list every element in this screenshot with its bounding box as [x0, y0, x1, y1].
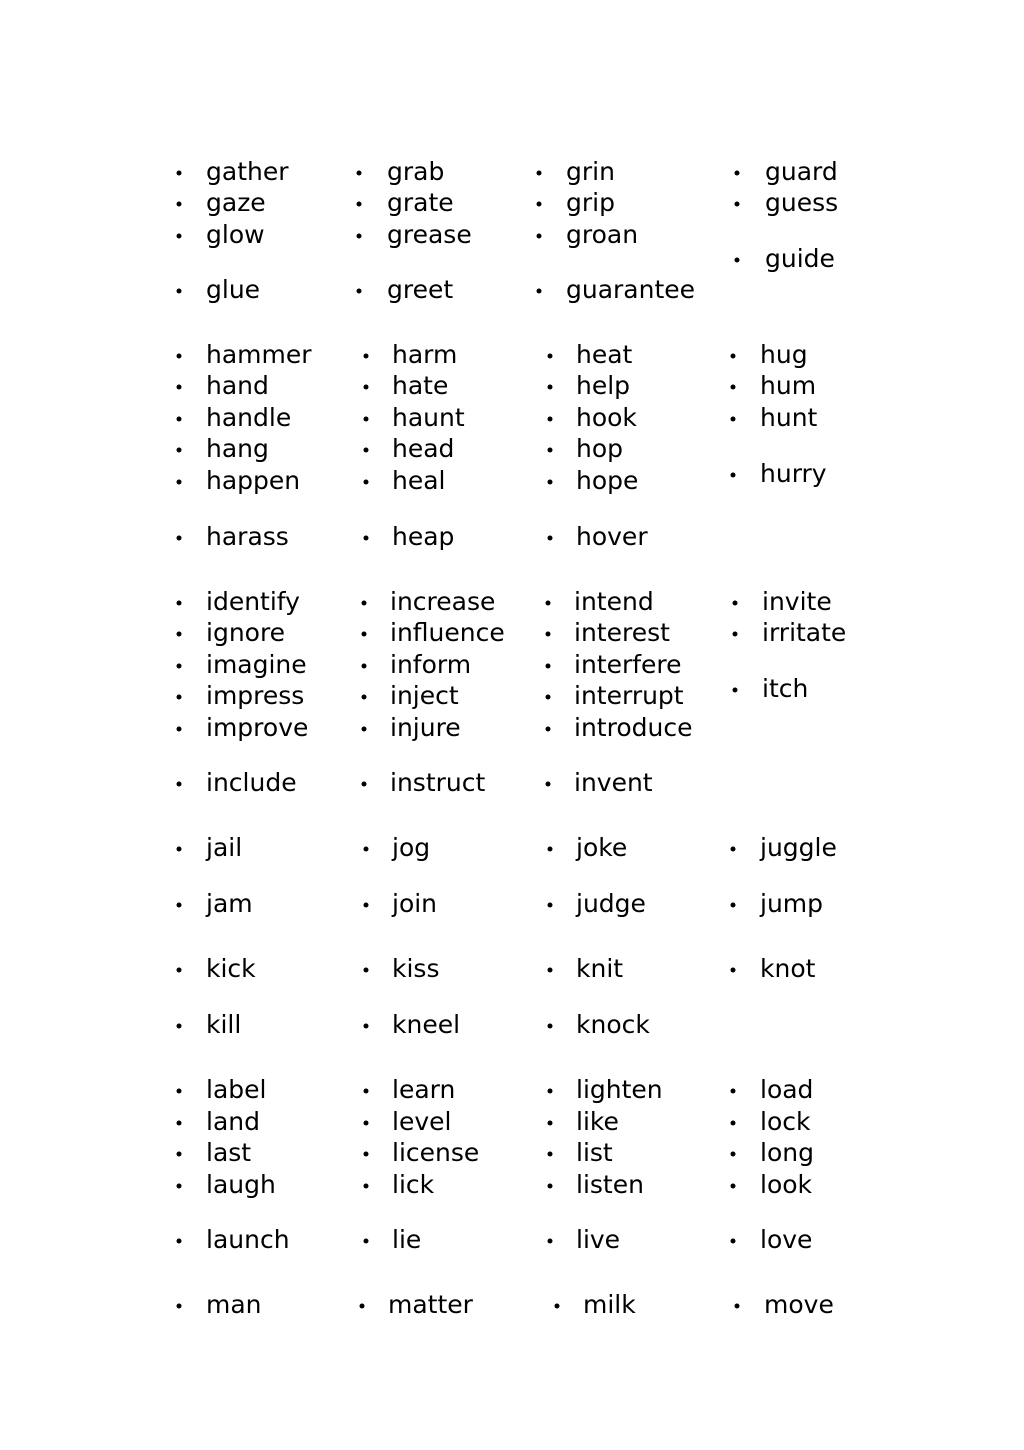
word-list-item: grin	[566, 157, 615, 186]
word-list-item: guess	[765, 188, 839, 217]
bullet-icon	[177, 968, 182, 973]
word-list-item: hunt	[760, 403, 818, 432]
bullet-icon	[364, 1089, 369, 1094]
word-list-item: jog	[392, 833, 431, 862]
bullet-icon	[731, 1184, 736, 1189]
word-list-item: jump	[760, 889, 824, 918]
bullet-icon	[364, 480, 369, 485]
bullet-icon	[362, 782, 367, 787]
word-list-item: instruct	[390, 768, 486, 797]
word-list-item: long	[760, 1138, 814, 1167]
bullet-icon	[177, 1089, 182, 1094]
word-list-item: hurry	[760, 459, 827, 488]
bullet-icon	[548, 536, 553, 541]
word-list-item: glow	[206, 220, 265, 249]
bullet-icon	[364, 1121, 369, 1126]
word-list-item: lie	[392, 1225, 422, 1254]
word-list-item: happen	[206, 466, 301, 495]
word-list-item: increase	[390, 587, 496, 616]
bullet-icon	[548, 847, 553, 852]
bullet-icon	[362, 632, 367, 637]
bullet-icon	[364, 1239, 369, 1244]
word-list-item: hop	[576, 434, 624, 463]
bullet-icon	[537, 234, 542, 239]
word-list-item: glue	[206, 275, 261, 304]
word-list-item: load	[760, 1075, 814, 1104]
word-list-item: lick	[392, 1170, 435, 1199]
bullet-icon	[364, 536, 369, 541]
bullet-icon	[546, 695, 551, 700]
bullet-icon	[177, 782, 182, 787]
bullet-icon	[548, 1152, 553, 1157]
bullet-icon	[548, 1024, 553, 1029]
bullet-icon	[548, 448, 553, 453]
word-list-item: matter	[388, 1290, 473, 1319]
bullet-icon	[733, 688, 738, 693]
word-list-item: heat	[576, 340, 633, 369]
bullet-icon	[731, 385, 736, 390]
word-list-item: harm	[392, 340, 458, 369]
word-list-item: man	[206, 1290, 262, 1319]
bullet-icon	[731, 1152, 736, 1157]
bullet-icon	[177, 234, 182, 239]
word-list-item: interrupt	[574, 681, 684, 710]
word-list-item: look	[760, 1170, 813, 1199]
word-list-item: interfere	[574, 650, 682, 679]
word-list-item: hate	[392, 371, 449, 400]
word-list-item: knot	[760, 954, 816, 983]
word-list-item: guide	[765, 244, 835, 273]
bullet-icon	[735, 171, 740, 176]
word-list-item: guard	[765, 157, 838, 186]
bullet-icon	[548, 417, 553, 422]
word-list-item: itch	[762, 674, 809, 703]
word-list-item: gather	[206, 157, 289, 186]
bullet-icon	[735, 202, 740, 207]
word-list-item: grease	[387, 220, 472, 249]
bullet-icon	[548, 903, 553, 908]
word-list-item: grate	[387, 188, 454, 217]
word-list-item: kneel	[392, 1010, 461, 1039]
word-list-item: milk	[583, 1290, 636, 1319]
bullet-icon	[548, 1184, 553, 1189]
bullet-icon	[735, 258, 740, 263]
bullet-icon	[546, 601, 551, 606]
bullet-icon	[733, 632, 738, 637]
word-list-item: move	[764, 1290, 834, 1319]
word-list-item: juggle	[760, 833, 837, 862]
word-list-item: hammer	[206, 340, 312, 369]
bullet-icon	[177, 536, 182, 541]
bullet-icon	[364, 847, 369, 852]
bullet-icon	[731, 903, 736, 908]
word-list-item: ignore	[206, 618, 286, 647]
bullet-icon	[177, 903, 182, 908]
bullet-icon	[364, 968, 369, 973]
word-list-item: launch	[206, 1225, 290, 1254]
bullet-icon	[546, 664, 551, 669]
word-list-item: hug	[760, 340, 808, 369]
bullet-icon	[537, 171, 542, 176]
word-list-item: last	[206, 1138, 252, 1167]
word-list-item: identify	[206, 587, 300, 616]
word-list-item: lock	[760, 1107, 811, 1136]
word-list-item: intend	[574, 587, 654, 616]
bullet-icon	[177, 695, 182, 700]
word-list-item: hover	[576, 522, 648, 551]
word-list-item: hand	[206, 371, 269, 400]
bullet-icon	[364, 1024, 369, 1029]
word-list-item: listen	[576, 1170, 644, 1199]
word-list-item: grip	[566, 188, 615, 217]
word-list-item: hang	[206, 434, 269, 463]
word-list-item: irritate	[762, 618, 847, 647]
bullet-icon	[731, 1121, 736, 1126]
word-list-item: joke	[576, 833, 628, 862]
word-list-item: influence	[390, 618, 505, 647]
bullet-icon	[364, 1152, 369, 1157]
word-list-item: judge	[576, 889, 646, 918]
bullet-icon	[177, 664, 182, 669]
word-list-item: kill	[206, 1010, 242, 1039]
bullet-icon	[177, 847, 182, 852]
bullet-icon	[546, 727, 551, 732]
bullet-icon	[548, 480, 553, 485]
word-list-item: help	[576, 371, 631, 400]
bullet-icon	[357, 171, 362, 176]
word-list-item: hope	[576, 466, 639, 495]
word-list-item: knock	[576, 1010, 650, 1039]
bullet-icon	[362, 695, 367, 700]
bullet-icon	[177, 1024, 182, 1029]
word-list-item: hum	[760, 371, 817, 400]
word-list-item: gaze	[206, 188, 266, 217]
bullet-icon	[555, 1304, 560, 1309]
bullet-icon	[364, 417, 369, 422]
word-list-item: include	[206, 768, 297, 797]
bullet-icon	[357, 202, 362, 207]
word-list-item: jail	[206, 833, 243, 862]
word-list-item: handle	[206, 403, 292, 432]
word-list-item: harass	[206, 522, 289, 551]
word-list-item: love	[760, 1225, 813, 1254]
bullet-icon	[177, 480, 182, 485]
word-list-item: live	[576, 1225, 621, 1254]
word-list-item: interest	[574, 618, 670, 647]
bullet-icon	[357, 234, 362, 239]
word-list-item: inform	[390, 650, 472, 679]
word-list-item: laugh	[206, 1170, 276, 1199]
bullet-icon	[546, 632, 551, 637]
bullet-icon	[731, 847, 736, 852]
bullet-icon	[548, 354, 553, 359]
word-list-item: learn	[392, 1075, 456, 1104]
bullet-icon	[731, 417, 736, 422]
bullet-icon	[546, 782, 551, 787]
word-list-item: lighten	[576, 1075, 663, 1104]
word-list-item: hook	[576, 403, 637, 432]
word-list-item: land	[206, 1107, 260, 1136]
word-list-item: label	[206, 1075, 267, 1104]
bullet-icon	[360, 1304, 365, 1309]
bullet-icon	[177, 1239, 182, 1244]
bullet-icon	[364, 354, 369, 359]
bullet-icon	[177, 632, 182, 637]
bullet-icon	[177, 1152, 182, 1157]
word-list-item: kick	[206, 954, 256, 983]
word-list-item: improve	[206, 713, 309, 742]
bullet-icon	[364, 385, 369, 390]
bullet-icon	[177, 354, 182, 359]
word-list-item: impress	[206, 681, 305, 710]
word-list-item: haunt	[392, 403, 465, 432]
word-list-item: jam	[206, 889, 253, 918]
bullet-icon	[548, 385, 553, 390]
bullet-icon	[177, 202, 182, 207]
word-list-item: kiss	[392, 954, 440, 983]
word-list-item: inject	[390, 681, 459, 710]
bullet-icon	[731, 473, 736, 478]
bullet-icon	[177, 727, 182, 732]
word-list-item: join	[392, 889, 438, 918]
bullet-icon	[362, 664, 367, 669]
word-list-item: grab	[387, 157, 445, 186]
bullet-icon	[362, 601, 367, 606]
bullet-icon	[548, 1239, 553, 1244]
bullet-icon	[731, 968, 736, 973]
word-list-item: introduce	[574, 713, 693, 742]
word-list-item: like	[576, 1107, 619, 1136]
word-list-item: knit	[576, 954, 624, 983]
bullet-icon	[177, 448, 182, 453]
bullet-icon	[537, 202, 542, 207]
word-list-item: greet	[387, 275, 454, 304]
bullet-icon	[177, 171, 182, 176]
word-list-item: heal	[392, 466, 446, 495]
bullet-icon	[177, 1121, 182, 1126]
bullet-icon	[357, 289, 362, 294]
word-list-item: head	[392, 434, 455, 463]
bullet-icon	[177, 601, 182, 606]
word-list-item: imagine	[206, 650, 307, 679]
bullet-icon	[177, 385, 182, 390]
bullet-icon	[731, 1239, 736, 1244]
bullet-icon	[177, 417, 182, 422]
bullet-icon	[177, 1184, 182, 1189]
bullet-icon	[731, 1089, 736, 1094]
bullet-icon	[364, 1184, 369, 1189]
word-list-item: license	[392, 1138, 480, 1167]
bullet-icon	[362, 727, 367, 732]
bullet-icon	[364, 903, 369, 908]
bullet-icon	[548, 968, 553, 973]
bullet-icon	[177, 289, 182, 294]
bullet-icon	[364, 448, 369, 453]
word-list-item: invent	[574, 768, 653, 797]
bullet-icon	[733, 601, 738, 606]
word-list-item: guarantee	[566, 275, 696, 304]
bullet-icon	[177, 1304, 182, 1309]
bullet-icon	[735, 1304, 740, 1309]
word-list-item: groan	[566, 220, 639, 249]
word-list-item: invite	[762, 587, 832, 616]
bullet-icon	[731, 354, 736, 359]
bullet-icon	[537, 289, 542, 294]
word-list-item: injure	[390, 713, 461, 742]
word-list-item: level	[392, 1107, 452, 1136]
bullet-icon	[548, 1089, 553, 1094]
word-list-item: list	[576, 1138, 613, 1167]
bullet-icon	[548, 1121, 553, 1126]
word-list-item: heap	[392, 522, 455, 551]
